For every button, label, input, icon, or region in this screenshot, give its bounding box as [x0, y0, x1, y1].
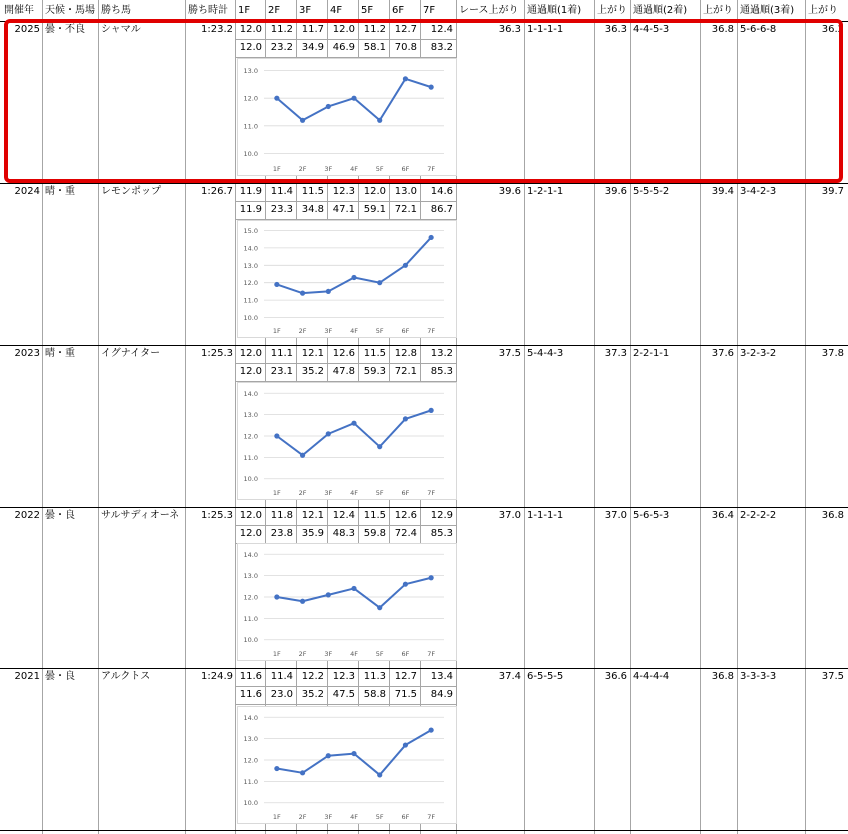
chart-data-point	[274, 433, 279, 438]
lap-chart-svg	[238, 544, 456, 660]
cumulative-time-cell[interactable]: 59.8	[363, 528, 386, 539]
column-divider	[235, 0, 236, 834]
cumulative-time-cell[interactable]: 47.1	[332, 204, 355, 215]
cumulative-time-cell[interactable]: 47.8	[332, 366, 355, 377]
chart-y-tick-label: 13.0	[243, 67, 258, 76]
lap-time-cell[interactable]: 12.7	[394, 24, 417, 35]
header-passing-2nd[interactable]: 通過順(2着)	[633, 5, 688, 16]
lap-time-chart[interactable]	[237, 220, 457, 338]
chart-y-tick-label: 11.0	[243, 122, 258, 131]
chart-x-tick-label: 7F	[427, 327, 436, 335]
chart-y-tick-label: 10.0	[243, 636, 258, 645]
cumulative-time-cell[interactable]: 70.8	[394, 42, 417, 53]
chart-y-tick-label: 11.0	[243, 453, 258, 462]
passing-order-2nd[interactable]: 5-5-5-2	[633, 186, 670, 197]
lap-time-cell[interactable]: 12.0	[363, 186, 386, 197]
winner-name[interactable]: イグナイター	[101, 348, 161, 359]
lap-time-cell[interactable]: 13.2	[430, 348, 453, 359]
chart-y-tick-label: 14.0	[243, 713, 258, 722]
cumulative-time-cell[interactable]: 48.3	[332, 528, 355, 539]
passing-order-2nd[interactable]: 4-4-4-4	[633, 671, 670, 682]
passing-order-1st[interactable]: 5-4-4-3	[527, 348, 564, 359]
chart-data-point	[429, 235, 434, 240]
lap-time-chart[interactable]	[237, 382, 457, 500]
chart-data-point	[351, 96, 356, 101]
lap-time-cell[interactable]: 11.6	[239, 671, 262, 682]
lap-time-cell[interactable]: 11.3	[363, 671, 386, 682]
chart-x-tick-label: 1F	[272, 650, 281, 658]
lap-time-cell[interactable]: 12.3	[332, 671, 355, 682]
win-time[interactable]: 1:23.2	[201, 24, 233, 35]
cumulative-time-cell[interactable]: 12.0	[239, 528, 262, 539]
cumulative-time-cell[interactable]: 85.3	[430, 528, 453, 539]
chart-data-point	[326, 753, 331, 758]
chart-y-tick-label: 12.0	[243, 593, 258, 602]
chart-data-point	[274, 282, 279, 287]
chart-data-point	[326, 431, 331, 436]
chart-data-point	[274, 96, 279, 101]
race-year[interactable]: 2022	[14, 510, 40, 521]
column-divider	[700, 0, 701, 834]
chart-data-point	[300, 599, 305, 604]
chart-x-tick-label: 4F	[350, 813, 358, 821]
cumulative-time-cell[interactable]: 23.0	[270, 689, 293, 700]
winner-name[interactable]: サルサディオーネ	[101, 510, 180, 521]
win-time[interactable]: 1:25.3	[201, 510, 233, 521]
passing-order-1st[interactable]: 6-5-5-5	[527, 671, 564, 682]
winner-name[interactable]: レモンポップ	[101, 186, 161, 197]
chart-data-point	[300, 291, 305, 296]
lap-time-cell[interactable]: 11.8	[270, 510, 293, 521]
race-year[interactable]: 2021	[14, 671, 40, 682]
chart-data-point	[377, 280, 382, 285]
column-divider	[737, 0, 738, 834]
chart-data-point	[429, 85, 434, 90]
lap-time-cell[interactable]: 11.7	[301, 24, 324, 35]
lap-chart-svg	[238, 707, 456, 823]
header-passing-1st[interactable]: 通過順(1着)	[527, 5, 582, 16]
chart-y-tick-label: 13.0	[243, 411, 258, 420]
lap-time-chart[interactable]	[237, 706, 457, 824]
lap-time-cell[interactable]: 11.4	[270, 671, 293, 682]
column-divider	[805, 0, 806, 834]
lap-time-cell[interactable]: 11.4	[270, 186, 293, 197]
race-last-3f[interactable]: 37.5	[498, 348, 521, 359]
chart-y-tick-label: 11.0	[243, 614, 258, 623]
header-lap-7f[interactable]: 7F	[423, 5, 436, 16]
header-last-3rd[interactable]: 上がり	[808, 5, 838, 16]
chart-data-point	[274, 766, 279, 771]
chart-x-tick-label: 7F	[427, 489, 436, 497]
last-3f-2nd[interactable]: 36.8	[711, 671, 734, 682]
lap-time-cell[interactable]: 11.2	[270, 24, 293, 35]
lap-time-cell[interactable]: 13.4	[430, 671, 453, 682]
column-divider	[98, 0, 99, 834]
chart-data-point	[429, 727, 434, 732]
lap-time-cell[interactable]: 12.9	[430, 510, 453, 521]
lap-time-cell[interactable]: 13.0	[394, 186, 417, 197]
win-time[interactable]: 1:26.7	[201, 186, 233, 197]
chart-x-tick-label: 6F	[401, 813, 410, 821]
chart-series-line	[277, 578, 431, 608]
cumulative-time-cell[interactable]: 23.1	[270, 366, 293, 377]
cumulative-time-cell[interactable]: 46.9	[332, 42, 355, 53]
race-year[interactable]: 2025	[14, 24, 40, 35]
chart-data-point	[351, 421, 356, 426]
weather-track[interactable]: 曇・不良	[45, 24, 85, 35]
lap-time-cell[interactable]: 12.1	[301, 510, 324, 521]
chart-x-tick-label: 4F	[350, 489, 358, 497]
cumulative-time-cell[interactable]: 12.0	[239, 42, 262, 53]
lap-chart-svg	[238, 383, 456, 499]
chart-x-tick-label: 5F	[375, 650, 384, 658]
lap-time-cell[interactable]: 12.4	[430, 24, 453, 35]
cumulative-time-cell[interactable]: 58.8	[363, 689, 386, 700]
chart-x-tick-label: 3F	[324, 650, 333, 658]
chart-x-tick-label: 6F	[401, 650, 410, 658]
chart-x-tick-label: 5F	[375, 165, 384, 173]
lap-time-cell[interactable]: 12.7	[394, 671, 417, 682]
chart-data-point	[403, 416, 408, 421]
chart-data-point	[429, 575, 434, 580]
header-winner[interactable]: 勝ち馬	[101, 5, 131, 16]
cumulative-time-cell[interactable]: 58.1	[363, 42, 386, 53]
chart-y-tick-label: 11.0	[243, 296, 258, 305]
chart-data-point	[300, 118, 305, 123]
chart-x-tick-label: 4F	[350, 165, 358, 173]
passing-order-1st[interactable]: 1-2-1-1	[527, 186, 564, 197]
lap-time-cell[interactable]: 12.2	[301, 671, 324, 682]
chart-data-point	[351, 586, 356, 591]
last-3f-1st[interactable]: 36.3	[604, 24, 627, 35]
chart-y-tick-label: 13.0	[243, 735, 258, 744]
cumulative-time-cell[interactable]: 12.0	[239, 366, 262, 377]
header-lap-1f[interactable]: 1F	[238, 5, 251, 16]
lap-time-cell[interactable]: 12.6	[332, 348, 355, 359]
column-divider	[630, 0, 631, 834]
chart-x-tick-label: 4F	[350, 650, 358, 658]
chart-data-point	[403, 582, 408, 587]
cumulative-time-cell[interactable]: 72.4	[394, 528, 417, 539]
chart-data-point	[351, 751, 356, 756]
chart-data-point	[403, 76, 408, 81]
chart-x-tick-label: 7F	[427, 165, 436, 173]
chart-y-tick-label: 12.0	[243, 432, 258, 441]
lap-time-cell[interactable]: 11.5	[363, 348, 386, 359]
cumulative-time-cell[interactable]: 23.2	[270, 42, 293, 53]
cumulative-time-cell[interactable]: 34.8	[301, 204, 324, 215]
chart-x-tick-label: 4F	[350, 327, 358, 335]
last-3f-3rd[interactable]: 36.2	[821, 24, 844, 35]
header-lap-2f[interactable]: 2F	[268, 5, 281, 16]
passing-order-3rd[interactable]: 3-3-3-3	[740, 671, 777, 682]
chart-data-point	[377, 444, 382, 449]
chart-x-tick-label: 2F	[298, 165, 307, 173]
lap-time-cell[interactable]: 12.3	[332, 186, 355, 197]
chart-x-tick-label: 6F	[401, 489, 410, 497]
last-3f-2nd[interactable]: 36.8	[711, 24, 734, 35]
weather-track[interactable]: 曇・良	[45, 671, 75, 682]
lap-time-cell[interactable]: 14.6	[430, 186, 453, 197]
passing-order-1st[interactable]: 1-1-1-1	[527, 24, 564, 35]
chart-y-tick-label: 14.0	[243, 550, 258, 559]
lap-time-cell[interactable]: 11.1	[270, 348, 293, 359]
chart-series-line	[277, 410, 431, 455]
chart-data-point	[300, 770, 305, 775]
lap-time-cell[interactable]: 12.0	[332, 24, 355, 35]
cumulative-time-cell[interactable]: 11.9	[239, 204, 262, 215]
chart-data-point	[351, 275, 356, 280]
winner-name[interactable]: シャマル	[101, 24, 141, 35]
cumulative-time-cell[interactable]: 47.5	[332, 689, 355, 700]
header-lap-6f[interactable]: 6F	[392, 5, 405, 16]
chart-data-point	[274, 594, 279, 599]
lap-time-cell[interactable]: 12.8	[394, 348, 417, 359]
chart-x-tick-label: 1F	[272, 489, 281, 497]
race-last-3f[interactable]: 37.4	[498, 671, 521, 682]
chart-x-tick-label: 1F	[272, 813, 281, 821]
lap-time-cell[interactable]: 12.4	[332, 510, 355, 521]
chart-y-tick-label: 10.0	[243, 799, 258, 808]
chart-x-tick-label: 5F	[375, 327, 384, 335]
cumulative-time-cell[interactable]: 35.2	[301, 689, 324, 700]
lap-chart-svg	[238, 59, 456, 175]
chart-x-tick-label: 3F	[324, 165, 333, 173]
cumulative-time-cell[interactable]: 35.9	[301, 528, 324, 539]
chart-x-tick-label: 3F	[324, 489, 333, 497]
chart-x-tick-label: 3F	[324, 813, 333, 821]
header-lap-3f[interactable]: 3F	[299, 5, 312, 16]
race-last-3f[interactable]: 37.0	[498, 510, 521, 521]
chart-data-point	[429, 408, 434, 413]
chart-x-tick-label: 7F	[427, 650, 436, 658]
chart-x-tick-label: 3F	[324, 327, 333, 335]
cumulative-time-cell[interactable]: 34.9	[301, 42, 324, 53]
race-year[interactable]: 2024	[14, 186, 40, 197]
header-last-2nd[interactable]: 上がり	[703, 5, 733, 16]
header-lap-4f[interactable]: 4F	[330, 5, 343, 16]
header-year[interactable]: 開催年	[4, 5, 34, 16]
weather-track[interactable]: 曇・良	[45, 510, 75, 521]
last-3f-3rd[interactable]: 37.8	[821, 348, 844, 359]
passing-order-2nd[interactable]: 4-4-5-3	[633, 24, 670, 35]
cumulative-row-separator	[235, 704, 456, 705]
cumulative-time-cell[interactable]: 23.8	[270, 528, 293, 539]
last-3f-3rd[interactable]: 39.7	[821, 186, 844, 197]
lap-time-cell[interactable]: 12.0	[239, 24, 262, 35]
header-race-last[interactable]: レース上がり	[459, 5, 519, 16]
chart-y-tick-label: 12.0	[243, 279, 258, 288]
chart-x-tick-label: 2F	[298, 650, 307, 658]
chart-y-tick-label: 12.0	[243, 756, 258, 765]
passing-order-1st[interactable]: 1-1-1-1	[527, 510, 564, 521]
cumulative-time-cell[interactable]: 83.2	[430, 42, 453, 53]
column-divider	[594, 0, 595, 834]
chart-x-tick-label: 1F	[272, 165, 281, 173]
header-win-time[interactable]: 勝ち時計	[188, 5, 228, 16]
last-3f-1st[interactable]: 39.6	[604, 186, 627, 197]
lap-chart-svg	[238, 221, 456, 337]
last-3f-2nd[interactable]: 37.6	[711, 348, 734, 359]
column-divider	[524, 0, 525, 834]
lap-time-cell[interactable]: 11.5	[301, 186, 324, 197]
cumulative-time-cell[interactable]: 72.1	[394, 204, 417, 215]
passing-order-3rd[interactable]: 3-2-3-2	[740, 348, 777, 359]
lap-time-cell[interactable]: 12.1	[301, 348, 324, 359]
cumulative-time-cell[interactable]: 23.3	[270, 204, 293, 215]
chart-y-tick-label: 10.0	[243, 475, 258, 484]
cumulative-time-cell[interactable]: 84.9	[430, 689, 453, 700]
chart-x-tick-label: 1F	[272, 327, 281, 335]
last-3f-2nd[interactable]: 39.4	[711, 186, 734, 197]
chart-x-tick-label: 2F	[298, 813, 307, 821]
lap-time-chart[interactable]	[237, 543, 457, 661]
lap-time-cell[interactable]: 12.0	[239, 510, 262, 521]
chart-y-tick-label: 10.0	[243, 314, 258, 323]
cumulative-time-cell[interactable]: 59.1	[363, 204, 386, 215]
cumulative-time-cell[interactable]: 11.6	[239, 689, 262, 700]
chart-data-point	[300, 453, 305, 458]
weather-track[interactable]: 晴・重	[45, 348, 75, 359]
passing-order-3rd[interactable]: 2-2-2-2	[740, 510, 777, 521]
passing-order-2nd[interactable]: 2-2-1-1	[633, 348, 670, 359]
cumulative-time-cell[interactable]: 59.3	[363, 366, 386, 377]
column-divider	[42, 0, 43, 834]
win-time[interactable]: 1:24.9	[201, 671, 233, 682]
chart-data-point	[326, 592, 331, 597]
header-lap-5f[interactable]: 5F	[361, 5, 374, 16]
chart-y-tick-label: 10.0	[243, 149, 258, 158]
chart-data-point	[377, 118, 382, 123]
lap-time-cell[interactable]: 11.5	[363, 510, 386, 521]
lap-time-cell[interactable]: 12.6	[394, 510, 417, 521]
cumulative-time-cell[interactable]: 71.5	[394, 689, 417, 700]
chart-x-tick-label: 7F	[427, 813, 436, 821]
chart-y-tick-label: 13.0	[243, 261, 258, 270]
passing-order-3rd[interactable]: 3-4-2-3	[740, 186, 777, 197]
chart-x-tick-label: 2F	[298, 489, 307, 497]
chart-x-tick-label: 5F	[375, 489, 384, 497]
chart-data-point	[326, 289, 331, 294]
chart-x-tick-label: 5F	[375, 813, 384, 821]
chart-y-tick-label: 11.0	[243, 777, 258, 786]
passing-order-3rd[interactable]: 5-6-6-8	[740, 24, 777, 35]
last-3f-1st[interactable]: 37.3	[604, 348, 627, 359]
chart-y-tick-label: 12.0	[243, 94, 258, 103]
cumulative-time-cell[interactable]: 72.1	[394, 366, 417, 377]
last-3f-3rd[interactable]: 37.5	[821, 671, 844, 682]
chart-y-tick-label: 14.0	[243, 244, 258, 253]
cumulative-time-cell[interactable]: 86.7	[430, 204, 453, 215]
chart-data-point	[377, 772, 382, 777]
header-last-1st[interactable]: 上がり	[597, 5, 627, 16]
lap-time-cell[interactable]: 11.2	[363, 24, 386, 35]
chart-y-tick-label: 13.0	[243, 572, 258, 581]
row-separator	[0, 830, 848, 831]
weather-track[interactable]: 晴・重	[45, 186, 75, 197]
last-3f-1st[interactable]: 36.6	[604, 671, 627, 682]
header-passing-3rd[interactable]: 通過順(3着)	[740, 5, 795, 16]
passing-order-2nd[interactable]: 5-6-5-3	[633, 510, 670, 521]
column-divider	[185, 0, 186, 834]
chart-data-point	[377, 605, 382, 610]
race-last-3f[interactable]: 39.6	[498, 186, 521, 197]
cumulative-time-cell[interactable]: 35.2	[301, 366, 324, 377]
cumulative-time-cell[interactable]: 85.3	[430, 366, 453, 377]
chart-x-tick-label: 6F	[401, 327, 410, 335]
chart-x-tick-label: 6F	[401, 165, 410, 173]
header-weather-track[interactable]: 天候・馬場	[45, 5, 95, 16]
lap-time-cell[interactable]: 12.0	[239, 348, 262, 359]
winner-name[interactable]: アルクトス	[101, 671, 151, 682]
chart-data-point	[403, 742, 408, 747]
last-3f-2nd[interactable]: 36.4	[711, 510, 734, 521]
win-time[interactable]: 1:25.3	[201, 348, 233, 359]
chart-y-tick-label: 15.0	[243, 226, 258, 235]
chart-x-tick-label: 2F	[298, 327, 307, 335]
chart-data-point	[403, 263, 408, 268]
last-3f-1st[interactable]: 37.0	[604, 510, 627, 521]
race-last-3f[interactable]: 36.3	[498, 24, 521, 35]
lap-time-cell[interactable]: 11.9	[239, 186, 262, 197]
lap-time-chart[interactable]	[237, 58, 457, 176]
chart-data-point	[326, 104, 331, 109]
last-3f-3rd[interactable]: 36.8	[821, 510, 844, 521]
race-year[interactable]: 2023	[14, 348, 40, 359]
chart-y-tick-label: 14.0	[243, 389, 258, 398]
